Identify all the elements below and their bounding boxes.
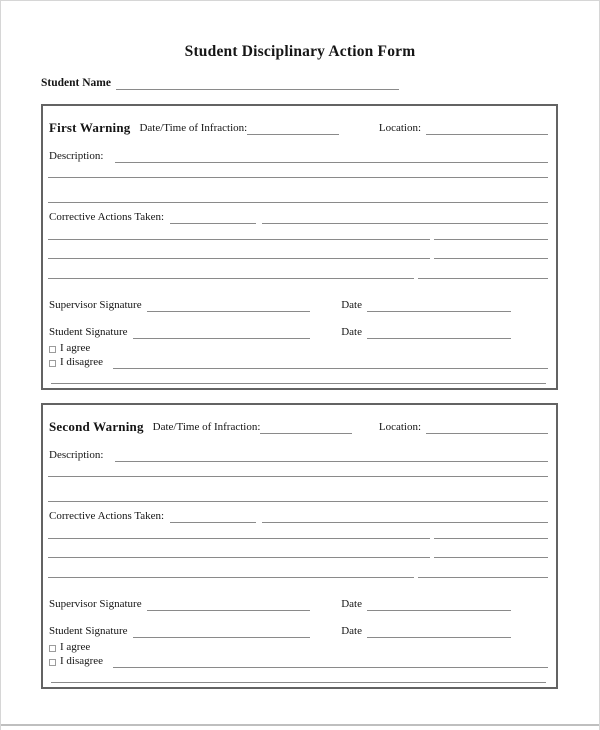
bottom-writing-line[interactable] bbox=[51, 682, 546, 683]
corrective-actions-line bbox=[48, 258, 548, 259]
warning-section-second bbox=[41, 403, 558, 689]
date-label: Date bbox=[341, 299, 362, 311]
corrective-actions-row bbox=[49, 210, 548, 224]
bottom-writing-line[interactable] bbox=[51, 383, 546, 384]
description-line[interactable] bbox=[48, 202, 548, 203]
student-signature-row bbox=[49, 325, 511, 339]
student-date-field[interactable] bbox=[367, 326, 511, 339]
date-time-field[interactable] bbox=[260, 421, 352, 434]
corrective-actions-field-short[interactable] bbox=[170, 510, 256, 523]
disagree-comment-field[interactable] bbox=[113, 356, 548, 369]
supervisor-signature-row bbox=[49, 298, 511, 312]
line-segment-right[interactable] bbox=[418, 577, 548, 578]
line-segment-right[interactable] bbox=[434, 557, 548, 558]
location-label: Location: bbox=[378, 421, 421, 433]
description-label: Description: bbox=[49, 150, 104, 162]
header-row bbox=[49, 119, 548, 135]
corrective-actions-line bbox=[48, 538, 548, 539]
agree-checkbox-icon[interactable] bbox=[49, 645, 56, 652]
date-time-label: Date/Time of Infraction: bbox=[139, 122, 248, 134]
date-label: Date bbox=[341, 625, 362, 637]
date-label: Date bbox=[341, 326, 362, 338]
disagree-checkbox-icon[interactable] bbox=[49, 659, 56, 666]
line-segment-left[interactable] bbox=[48, 538, 430, 539]
corrective-actions-field[interactable] bbox=[262, 211, 548, 224]
student-signature-field[interactable] bbox=[133, 326, 311, 339]
supervisor-signature-label: Supervisor Signature bbox=[49, 299, 142, 311]
page-bottom-border bbox=[1, 724, 599, 726]
line-segment-right[interactable] bbox=[434, 258, 548, 259]
agree-label: I agree bbox=[60, 342, 91, 354]
location-label: Location: bbox=[378, 122, 421, 134]
section-title: First Warning bbox=[49, 120, 131, 135]
corrective-actions-field-short[interactable] bbox=[170, 211, 256, 224]
agree-checkbox-icon[interactable] bbox=[49, 346, 56, 353]
description-field[interactable] bbox=[115, 449, 548, 462]
line-segment-left[interactable] bbox=[48, 258, 430, 259]
location-field[interactable] bbox=[426, 421, 548, 434]
student-signature-label: Student Signature bbox=[49, 625, 128, 637]
corrective-actions-line bbox=[48, 278, 548, 279]
description-line[interactable] bbox=[48, 501, 548, 502]
disagree-comment-field[interactable] bbox=[113, 655, 548, 668]
corrective-actions-label: Corrective Actions Taken: bbox=[49, 211, 165, 223]
line-segment-right[interactable] bbox=[434, 239, 548, 240]
agree-label: I agree bbox=[60, 641, 91, 653]
student-name-row bbox=[41, 75, 399, 90]
description-label: Description: bbox=[49, 449, 104, 461]
supervisor-signature-row bbox=[49, 597, 511, 611]
description-line[interactable] bbox=[48, 476, 548, 477]
section-title: Second Warning bbox=[49, 419, 144, 434]
date-time-label: Date/Time of Infraction: bbox=[152, 421, 261, 433]
date-label: Date bbox=[341, 598, 362, 610]
line-segment-right[interactable] bbox=[418, 278, 548, 279]
warning-section-first bbox=[41, 104, 558, 390]
line-segment-left[interactable] bbox=[48, 239, 430, 240]
supervisor-date-field[interactable] bbox=[367, 598, 511, 611]
description-row bbox=[49, 448, 548, 462]
supervisor-signature-field[interactable] bbox=[147, 598, 311, 611]
disagree-row bbox=[49, 356, 548, 369]
page-title: Student Disciplinary Action Form bbox=[184, 43, 416, 60]
line-segment-left[interactable] bbox=[48, 557, 430, 558]
description-field[interactable] bbox=[115, 150, 548, 163]
corrective-actions-label: Corrective Actions Taken: bbox=[49, 510, 165, 522]
corrective-actions-line bbox=[48, 239, 548, 240]
supervisor-date-field[interactable] bbox=[367, 299, 511, 312]
supervisor-signature-label: Supervisor Signature bbox=[49, 598, 142, 610]
date-time-field[interactable] bbox=[247, 122, 339, 135]
agree-row bbox=[49, 342, 548, 355]
location-field[interactable] bbox=[426, 122, 548, 135]
student-signature-label: Student Signature bbox=[49, 326, 128, 338]
student-signature-field[interactable] bbox=[133, 625, 311, 638]
disagree-label: I disagree bbox=[60, 655, 104, 667]
supervisor-signature-field[interactable] bbox=[147, 299, 311, 312]
disagree-label: I disagree bbox=[60, 356, 104, 368]
disagree-row bbox=[49, 655, 548, 668]
line-segment-left[interactable] bbox=[48, 577, 414, 578]
student-name-label: Student Name bbox=[41, 77, 111, 89]
corrective-actions-line bbox=[48, 577, 548, 578]
line-segment-right[interactable] bbox=[434, 538, 548, 539]
student-name-field[interactable] bbox=[116, 77, 399, 90]
student-signature-row bbox=[49, 624, 511, 638]
agree-row bbox=[49, 641, 548, 654]
corrective-actions-row bbox=[49, 509, 548, 523]
header-row bbox=[49, 418, 548, 434]
description-row bbox=[49, 149, 548, 163]
disagree-checkbox-icon[interactable] bbox=[49, 360, 56, 367]
student-date-field[interactable] bbox=[367, 625, 511, 638]
description-line[interactable] bbox=[48, 177, 548, 178]
corrective-actions-field[interactable] bbox=[262, 510, 548, 523]
corrective-actions-line bbox=[48, 557, 548, 558]
line-segment-left[interactable] bbox=[48, 278, 414, 279]
